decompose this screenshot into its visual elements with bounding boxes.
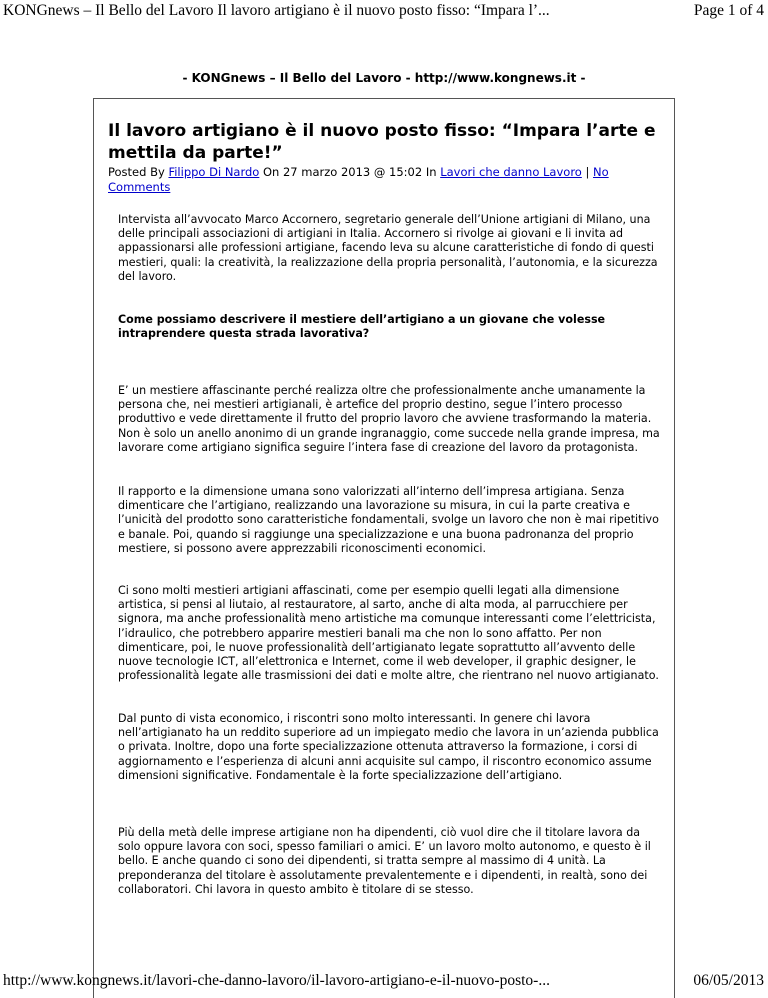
meta-separator: |	[581, 165, 594, 179]
answer-paragraph-2	[118, 485, 663, 556]
article-meta	[108, 165, 668, 194]
paragraph: Come possiamo descrivere il mestiere dell’artigiano a un giovane che volesse intraprendere questa strada lavorativa?	[118, 313, 606, 341]
print-footer-date: 06/05/2013	[693, 972, 764, 989]
site-line: - KONGnews – Il Bello del Lavoro - http://www.kongnews.it -	[182, 71, 586, 85]
answer-paragraph-3	[118, 584, 663, 683]
print-header-title: KONGnews – Il Bello del Lavoro Il lavoro artigiano è il nuovo posto fisso: “Impara l’...	[3, 2, 550, 19]
paragraph: E’ un mestiere affascinante perché realizza oltre che professionalmente anche umanamente la persona che, nei mestieri artigianali, è artefice del proprio destino, segue l’intero processo produttivo e vede direttamente il frutto del proprio lavoro che avviene trasformando la materia. Non è solo un anello anonimo di un grande ingranaggio, come succede nella grande impresa, ma lavorare come artigiano significa seguire l’intera fase di creazione del lavoro da protagonista.	[118, 384, 660, 454]
article-title: Il lavoro artigiano è il nuovo posto fisso: “Impara l’arte e mettila da parte!”	[108, 121, 656, 163]
comments-link[interactable]: No Comments	[108, 165, 609, 194]
meta-posted-by: Posted By	[108, 165, 169, 179]
answer-paragraph-5	[118, 826, 663, 897]
category-link[interactable]: Lavori che danno Lavoro	[440, 165, 582, 179]
print-footer-url: http://www.kongnews.it/lavori-che-danno-lavoro/il-lavoro-artigiano-e-il-nuovo-posto-...	[3, 972, 550, 989]
meta-date: On 27 marzo 2013 @ 15:02 In	[259, 165, 441, 179]
print-header-page: Page 1 of 4	[693, 2, 764, 19]
paragraph: Intervista all’avvocato Marco Accornero, segretario generale dell’Unione artigiani di Milano, una delle principali associazioni di artigiani in Italia. Accornero si rivolge ai giovani e li invita ad appassionarsi alle professioni artigiane, facendo leva su alcune caratteristiche di fondo di questi mestieri, quali: la creatività, la realizzazione della propria personalità, l’autonomia, e la sicurezza del lavoro.	[118, 213, 658, 283]
paragraph: Dal punto di vista economico, i riscontri sono molto interessanti. In genere chi lavora nell’artigianato ha un reddito superiore ad un impiegato medio che lavora in un’azienda pubblica o privata. Inoltre, dopo una forte specializzazione ottenuta attraverso la formazione, i corsi di aggiornamento e l’esperienza di alcuni anni acquisite sul campo, il riscontro economico assume dimensioni significative. Fondamentale è la forte specializzazione dell’artigiano.	[118, 712, 659, 782]
intro-paragraph	[118, 213, 663, 284]
paragraph: Ci sono molti mestieri artigiani affascinati, come per esempio quelli legati alla dimensione artistica, si pensi al liutaio, al restauratore, al sarto, anche di alta moda, al parrucchiere per signora, ma anche professionalità meno artistiche ma comunque interessanti come l’elettricista, l’idraulico, che potrebbero apparire mestieri banali ma che non lo sono affatto. Per non dimenticare, poi, le nuove professionalità dell’artigianato legate soprattutto all’avvento delle nuove tecnologie ICT, all’elettronica e Internet, come il web developer, il graphic designer, le professionalità legate alle trasmissioni dei dati e molte altre, che rientrano nel nuovo artigianato.	[118, 584, 659, 683]
paragraph: Il rapporto e la dimensione umana sono valorizzati all’interno dell’impresa artigiana. Senza dimenticare che l’artigiano, realizzando una lavorazione su misura, in cui la parte creativa e l’unicità del prodotto sono caratteristiche fondamentali, svolge un lavoro che non è mai ripetitivo e banale. Poi, quando si raggiunge una specializzazione e una buona padronanza del proprio mestiere, si possono avere apprezzabili riconoscimenti economici.	[118, 485, 659, 555]
answer-paragraph-4	[118, 712, 663, 783]
print-footer	[0, 972, 768, 994]
paragraph: Più della metà delle imprese artigiane non ha dipendenti, ciò vuol dire che il titolare lavora da solo oppure lavora con soci, spesso familiari o amici. E’ un lavoro molto autonomo, e questo è il bello. E anche quando ci sono dei dipendenti, si tratta sempre al massimo di 4 unità. La preponderanza del titolare è assolutamente prevalentemente e i dipendenti, in realtà, sono dei collaboratori. Chi lavora in questo ambito è titolare di se stesso.	[118, 826, 651, 896]
answer-paragraph-1	[118, 384, 663, 455]
print-header	[0, 0, 768, 28]
question-paragraph	[118, 313, 663, 341]
author-link[interactable]: Filippo Di Nardo	[168, 165, 260, 179]
